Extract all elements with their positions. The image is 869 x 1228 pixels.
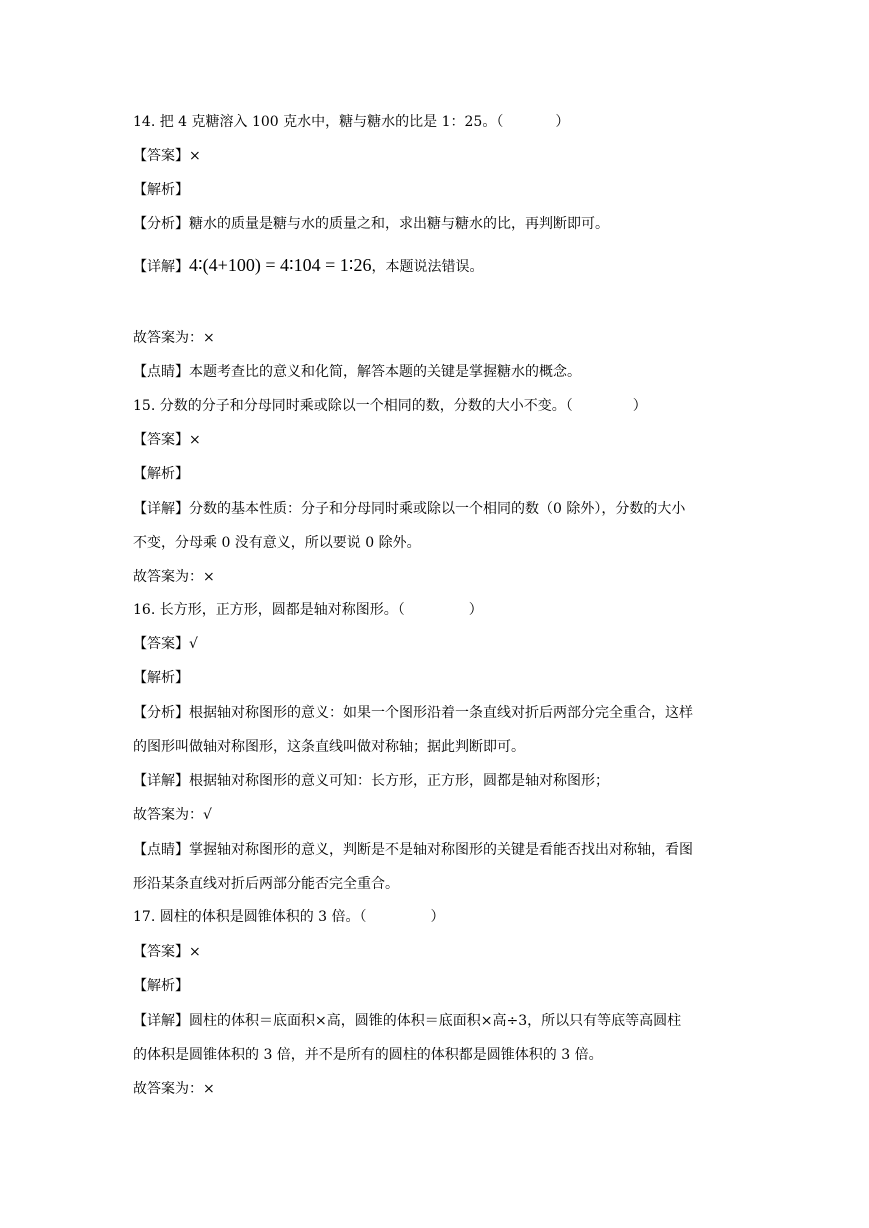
question-16-analysis-heading: 【解析】 (133, 670, 189, 686)
question-16-dianjing-line1: 【点睛】掌握轴对称图形的意义，判断是不是轴对称图形的关键是看能否找出对称轴，看图 (133, 842, 693, 858)
question-14-dianjing: 【点睛】本题考查比的意义和化简，解答本题的关键是掌握糖水的概念。 (133, 364, 581, 380)
question-14-formula: 4∶(4+100) = 4∶104 = 1∶26 (189, 255, 372, 275)
question-16-text: 16. 长方形，正方形，圆都是轴对称图形。（ (133, 602, 405, 618)
question-14-analysis-heading: 【解析】 (133, 182, 189, 198)
question-16-fenxi-line1: 【分析】根据轴对称图形的意义：如果一个图形沿着一条直线对折后两部分完全重合，这样 (133, 705, 693, 721)
question-14-fenxi: 【分析】糖水的质量是糖与水的质量之和，求出糖与糖水的比，再判断即可。 (133, 216, 609, 232)
question-14-detail (133, 253, 484, 277)
question-16-paren-close: ） (468, 602, 483, 618)
question-16-dianjing-line2: 形沿某条直线对折后两部分能否完全重合。 (133, 876, 399, 892)
question-16-answer: 【答案】√ (133, 636, 198, 652)
question-14 (133, 112, 569, 132)
question-17-answer: 【答案】× (133, 944, 201, 960)
question-14-paren-close: ） (555, 114, 570, 130)
question-17-detail-line1: 【详解】圆柱的体积＝底面积×高，圆锥的体积＝底面积×高÷3，所以只有等底等高圆柱 (133, 1013, 682, 1029)
question-15-detail-line2: 不变，分母乘 0 没有意义，所以要说 0 除外。 (133, 535, 421, 551)
question-14-detail-suffix: ，本题说法错误。 (371, 259, 484, 275)
question-15 (133, 396, 647, 416)
question-17-analysis-heading: 【解析】 (133, 978, 189, 994)
question-17-paren-close: ） (430, 909, 445, 925)
question-14-final: 故答案为：× (133, 330, 215, 346)
question-15-text: 15. 分数的分子和分母同时乘或除以一个相同的数，分数的大小不变。（ (133, 398, 573, 414)
question-17-detail-line2: 的体积是圆锥体积的 3 倍，并不是所有的圆柱的体积都是圆锥体积的 3 倍。 (133, 1047, 603, 1063)
question-16 (133, 600, 483, 620)
question-17-text: 17. 圆柱的体积是圆锥体积的 3 倍。（ (133, 909, 367, 925)
question-14-answer: 【答案】× (133, 148, 201, 164)
question-15-final: 故答案为：× (133, 569, 215, 585)
question-17 (133, 907, 445, 927)
question-14-text: 14. 把 4 克糖溶入 100 克水中，糖与糖水的比是 1：25。（ (133, 114, 504, 130)
question-15-detail-line1: 【详解】分数的基本性质：分子和分母同时乘或除以一个相同的数（0 除外），分数的大小 (133, 501, 686, 517)
question-14-detail-prefix: 【详解】 (133, 259, 189, 275)
question-17-final: 故答案为：× (133, 1081, 215, 1097)
question-16-detail: 【详解】根据轴对称图形的意义可知：长方形，正方形，圆都是轴对称图形； (133, 773, 609, 789)
question-16-fenxi-line2: 的图形叫做轴对称图形，这条直线叫做对称轴；据此判断即可。 (133, 739, 525, 755)
question-15-answer: 【答案】× (133, 432, 201, 448)
question-15-paren-close: ） (632, 398, 647, 414)
question-15-analysis-heading: 【解析】 (133, 466, 189, 482)
question-16-final: 故答案为：√ (133, 807, 212, 823)
